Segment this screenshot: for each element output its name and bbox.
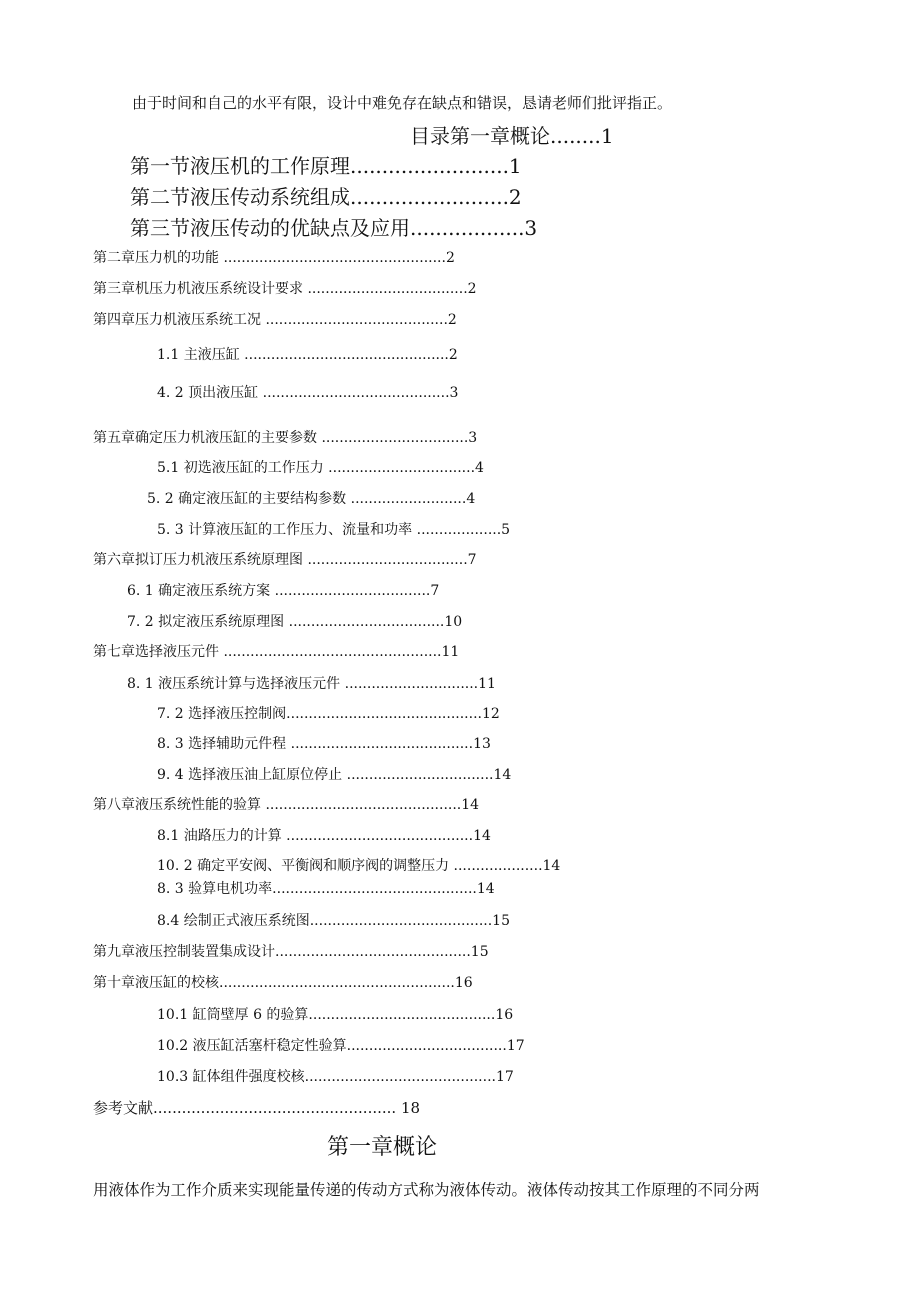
toc-entry[interactable]: 6. 1 确定液压系统方案 ...................................7 bbox=[127, 583, 440, 599]
toc-entry[interactable]: 5. 3 计算液压缸的工作压力、流量和功率 ...................5 bbox=[157, 522, 511, 538]
toc-entry[interactable]: 7. 2 拟定液压系统原理图 ...................................10 bbox=[127, 614, 463, 630]
toc-entry[interactable]: 9. 4 选择液压油上缸原位停止 .................................14 bbox=[157, 767, 512, 783]
toc-section-2[interactable]: 第二节液压传动系统组成.........................2 bbox=[130, 185, 522, 209]
toc-entry[interactable]: 10.1 缸筒壁厚 6 的验算..........................................16 bbox=[157, 1007, 514, 1023]
chapter-title: 第一章概论 bbox=[327, 1135, 438, 1160]
toc-entry[interactable]: 5.1 初选液压缸的工作压力 .................................4 bbox=[157, 460, 484, 476]
intro-paragraph: 由于时间和自己的水平有限，设计中难免存在缺点和错误，恳请老师们批评指正。 bbox=[132, 94, 673, 112]
toc-entry[interactable]: 10. 2 确定平安阀、平衡阀和顺序阀的调整压力 ....................14 bbox=[157, 858, 561, 874]
toc-entry[interactable]: 第六章拟订压力机液压系统原理图 ....................................7 bbox=[93, 552, 477, 568]
toc-entry[interactable]: 1.1 主液压缸 ..............................................2 bbox=[157, 347, 458, 363]
toc-entry[interactable]: 8. 3 选择辅助元件程 .........................................13 bbox=[157, 736, 491, 752]
toc-entry[interactable]: 8. 1 液压系统计算与选择液压元件 ..............................11 bbox=[127, 676, 496, 692]
toc-entry[interactable]: 5. 2 确定液压缸的主要结构参数 ..........................4 bbox=[147, 491, 476, 507]
toc-entry[interactable]: 第四章压力机液压系统工况 .........................................2 bbox=[93, 312, 457, 328]
toc-entry[interactable]: 8. 3 验算电机功率..............................................14 bbox=[157, 881, 495, 897]
toc-entry[interactable]: 第二章压力机的功能 ..................................................2 bbox=[93, 250, 455, 266]
toc-entry[interactable]: 8.4 绘制正式液压系统图.........................................15 bbox=[157, 913, 510, 929]
toc-entry[interactable]: 第七章选择液压元件 .................................................11 bbox=[93, 644, 460, 660]
toc-entry[interactable]: 第九章液压控制装置集成设计............................................15 bbox=[93, 944, 489, 960]
toc-entry[interactable]: 10.2 液压缸活塞杆稳定性验算....................................17 bbox=[157, 1038, 525, 1054]
toc-entry[interactable]: 第八章液压系统性能的验算 ............................................14 bbox=[93, 797, 480, 813]
toc-section-3[interactable]: 第三节液压传动的优缺点及应用..................3 bbox=[130, 216, 538, 240]
toc-entry[interactable]: 第三章机压力机液压系统设计要求 ....................................2 bbox=[93, 281, 477, 297]
body-paragraph: 用液体作为工作介质来实现能量传递的传动方式称为液体传动。液体传动按其工作原理的不同分两 bbox=[93, 1181, 760, 1199]
toc-section-1[interactable]: 第一节液压机的工作原理.........................1 bbox=[130, 154, 522, 178]
toc-entry[interactable]: 7. 2 选择液压控制阀............................................12 bbox=[157, 706, 500, 722]
toc-entry[interactable]: 8.1 油路压力的计算 ..........................................14 bbox=[157, 828, 491, 844]
toc-entry[interactable]: 第五章确定压力机液压缸的主要参数 .................................3 bbox=[93, 430, 478, 446]
toc-title: 目录第一章概论........1 bbox=[410, 124, 614, 148]
toc-entry-references[interactable]: 参考文献................................................... 18 bbox=[93, 1099, 421, 1117]
toc-entry[interactable]: 4. 2 顶出液压缸 ..........................................3 bbox=[157, 385, 459, 401]
toc-entry[interactable]: 10.3 缸体组件强度校核...........................................17 bbox=[157, 1069, 514, 1085]
toc-entry[interactable]: 第十章液压缸的校核.....................................................16 bbox=[93, 975, 473, 991]
